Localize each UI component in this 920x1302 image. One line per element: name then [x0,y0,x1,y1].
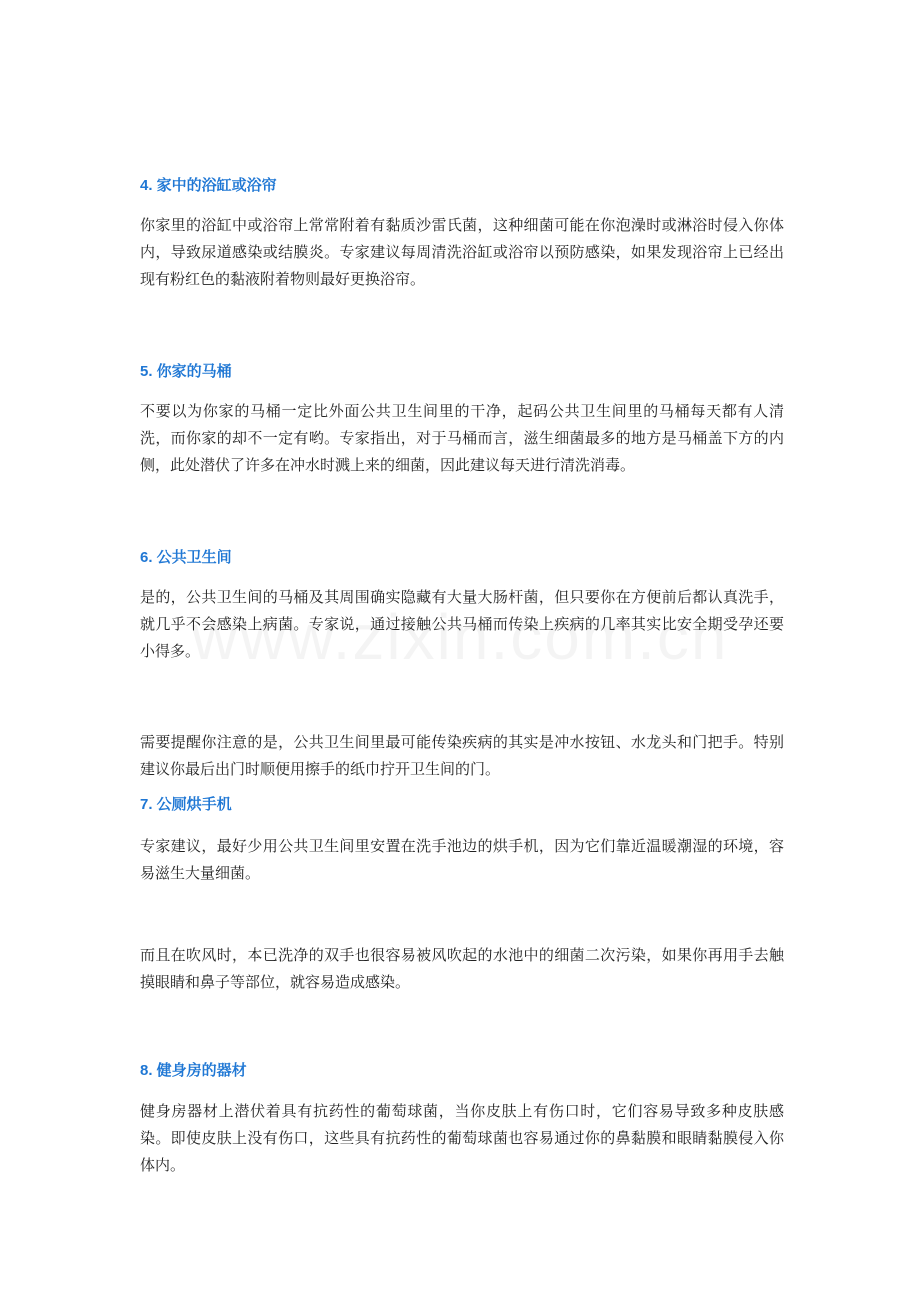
section-8-paragraph-1: 健身房器材上潜伏着具有抗药性的葡萄球菌，当你皮肤上有伤口时，它们容易导致多种皮肤感染。即使皮肤上没有伤口，这些具有抗药性的葡萄球菌也容易通过你的鼻黏膜和眼睛黏膜侵入你体内。 [140,1102,784,1174]
section-4-paragraph-1: 你家里的浴缸中或浴帘上常常附着有黏质沙雷氏菌，这种细菌可能在你泡澡时或淋浴时侵入你体内，导致尿道感染或结膜炎。专家建议每周清洗浴缸或浴帘以预防感染，如果发现浴帘上已经出现有粉红色的黏液附着物则最好更换浴帘。 [140,216,784,288]
section-heading-5: 5. 你家的马桶 [140,363,232,380]
section-heading-4: 4. 家中的浴缸或浴帘 [140,177,277,194]
section-heading-7: 7. 公厕烘手机 [140,796,232,813]
section-6-paragraph-1: 是的，公共卫生间的马桶及其周围确实隐藏有大量大肠杆菌，但只要你在方便前后都认真洗手，就几乎不会感染上病菌。专家说，通过接触公共马桶而传染上疾病的几率其实比安全期受孕还要小得多。 [140,588,784,660]
section-heading-6: 6. 公共卫生间 [140,549,232,566]
section-6-paragraph-2: 需要提醒你注意的是，公共卫生间里最可能传染疾病的其实是冲水按钮、水龙头和门把手。特别建议你最后出门时顺便用擦手的纸巾拧开卫生间的门。 [140,733,784,778]
section-5-paragraph-1: 不要以为你家的马桶一定比外面公共卫生间里的干净，起码公共卫生间里的马桶每天都有人清洗，而你家的却不一定有哟。专家指出，对于马桶而言，滋生细菌最多的地方是马桶盖下方的内侧，此处潜伏了许多在冲水时溅上来的细菌，因此建议每天进行清洗消毒。 [140,402,784,474]
section-7-paragraph-2: 而且在吹风时，本已洗净的双手也很容易被风吹起的水池中的细菌二次污染，如果你再用手去触摸眼睛和鼻子等部位，就容易造成感染。 [140,946,784,991]
section-heading-8: 8. 健身房的器材 [140,1062,247,1079]
section-7-paragraph-1: 专家建议，最好少用公共卫生间里安置在洗手池边的烘手机，因为它们靠近温暖潮湿的环境，容易滋生大量细菌。 [140,837,784,882]
